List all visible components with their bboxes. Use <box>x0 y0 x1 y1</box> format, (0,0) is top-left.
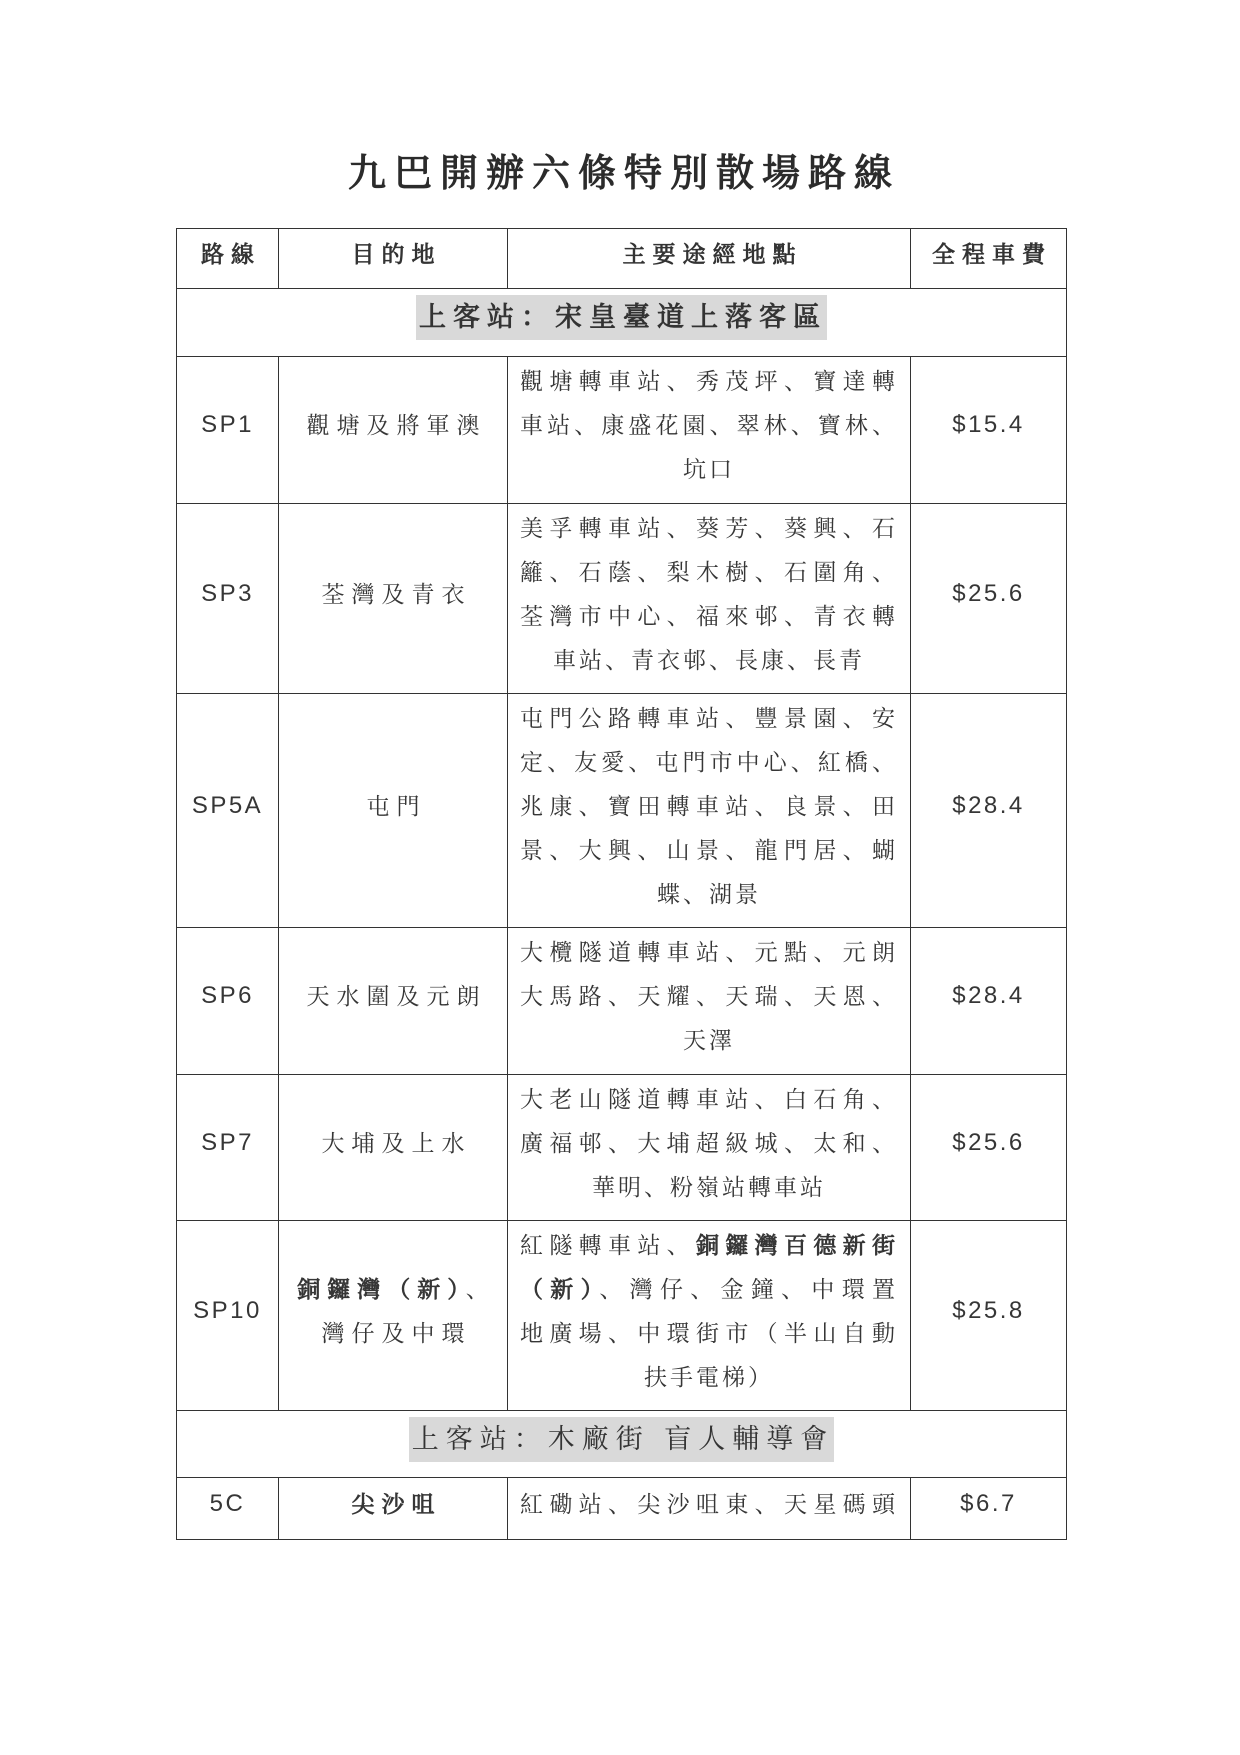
table-row <box>177 694 1067 928</box>
destination-cell <box>279 1221 508 1411</box>
route-number-cell <box>177 1075 279 1221</box>
table-row <box>177 1478 1067 1540</box>
route-number-cell <box>177 357 279 504</box>
destination-text: 觀塘及將軍澳 <box>306 412 487 438</box>
table-row <box>177 357 1067 504</box>
route-number: SP5A <box>191 791 264 819</box>
section-cell <box>177 289 1067 357</box>
fare-cell <box>911 1478 1067 1540</box>
destination-cell <box>279 1075 508 1221</box>
fare-cell <box>911 1075 1067 1221</box>
via-text: 、灣仔、金鐘、中環置 <box>599 1275 899 1302</box>
route-number-cell <box>177 1478 279 1540</box>
table-row <box>177 504 1067 694</box>
header-via: 主要途經地點 <box>508 229 911 289</box>
destination-text: 屯門 <box>366 792 427 819</box>
destination-cell <box>279 694 508 928</box>
via-line: 籬、石蔭、梨木樹、石圍角、 <box>520 558 898 585</box>
section-row <box>177 1411 1067 1478</box>
section-row <box>177 289 1067 357</box>
via-cell <box>508 1221 911 1411</box>
fare-value: $25.6 <box>952 579 1025 607</box>
table-row <box>177 928 1067 1075</box>
route-number-cell <box>177 504 279 694</box>
via-line: 蝶、湖景 <box>657 880 761 907</box>
via-line: 廣福邨、大埔超級城、太和、 <box>520 1129 898 1156</box>
via-text: 扶手電梯） <box>644 1363 774 1390</box>
routes-table <box>176 228 1067 1540</box>
via-line <box>520 1355 898 1399</box>
boarding-point-label: 上客站：宋皇臺道上落客區 <box>416 295 827 340</box>
route-number: SP1 <box>201 411 254 438</box>
destination-line <box>286 1311 507 1355</box>
fare-cell <box>911 504 1067 694</box>
fare-cell <box>911 357 1067 504</box>
via-text: 紅隧轉車站、 <box>520 1231 696 1258</box>
via-line: 華明、粉嶺站轉車站 <box>592 1173 826 1200</box>
via-line: 定、友愛、屯門市中心、紅橋、 <box>520 748 898 775</box>
via-line: 荃灣市中心、福來邨、青衣轉 <box>520 602 898 629</box>
via-line: 車站、康盛花園、翠林、寶林、 <box>520 412 898 438</box>
document-title: 九巴開辦六條特別散場路線 <box>347 153 900 195</box>
via-line: 坑口 <box>683 456 735 482</box>
route-number: SP7 <box>201 1128 254 1156</box>
via-line: 景、大興、山景、龍門居、蝴 <box>520 836 898 863</box>
via-line: 車站、青衣邨、長康、長青 <box>553 646 865 673</box>
fare-value: $6.7 <box>960 1489 1017 1517</box>
fare-cell <box>911 928 1067 1075</box>
header-destination: 目的地 <box>279 229 508 289</box>
via-line: 大欖隧道轉車站、元點、元朗 <box>520 939 898 965</box>
via-line: 大馬路、天耀、天瑞、天恩、 <box>520 983 898 1009</box>
via-line: 美孚轉車站、葵芳、葵興、石 <box>520 514 898 541</box>
via-line: 兆康、寶田轉車站、良景、田 <box>520 792 898 819</box>
destination-text-bold: 銅鑼灣（新） <box>297 1275 466 1302</box>
via-line <box>520 1267 898 1311</box>
via-line <box>520 1223 898 1267</box>
route-number-cell <box>177 694 279 928</box>
via-cell <box>508 1478 911 1540</box>
route-number: SP3 <box>201 579 254 607</box>
via-cell <box>508 694 911 928</box>
destination-text: 大埔及上水 <box>321 1129 472 1156</box>
via-text: 地廣場、中環街市（半山自動 <box>520 1319 898 1346</box>
route-number: SP10 <box>193 1296 262 1324</box>
destination-cell <box>279 504 508 694</box>
fare-cell <box>911 1221 1067 1411</box>
via-text-bold: （新） <box>520 1275 600 1302</box>
destination-text: 荃灣及青衣 <box>321 580 472 607</box>
via-line: 觀塘轉車站、秀茂坪、寶達轉 <box>520 368 898 394</box>
header-fare: 全程車費 <box>911 229 1067 289</box>
fare-value: $25.6 <box>952 1128 1025 1156</box>
destination-cell <box>279 357 508 504</box>
via-line: 紅磡站、尖沙咀東、天星碼頭 <box>520 1490 898 1517</box>
table-row <box>177 1221 1067 1411</box>
header-route: 路線 <box>177 229 279 289</box>
destination-text: 灣仔及中環 <box>321 1319 472 1346</box>
table-row <box>177 1075 1067 1221</box>
via-text-bold: 銅鑼灣百德新街 <box>696 1231 899 1258</box>
via-cell <box>508 928 911 1075</box>
fare-value: $28.4 <box>952 982 1025 1009</box>
destination-text: 天水圍及元朗 <box>306 983 487 1009</box>
route-number: 5C <box>209 1489 246 1517</box>
destination-line <box>286 1267 507 1311</box>
via-line: 屯門公路轉車站、豐景園、安 <box>520 704 898 731</box>
via-cell <box>508 504 911 694</box>
fare-value: $15.4 <box>952 411 1025 438</box>
destination-text: 、 <box>465 1275 496 1302</box>
route-number: SP6 <box>201 982 254 1009</box>
route-number-cell <box>177 1221 279 1411</box>
route-number-cell <box>177 928 279 1075</box>
fare-cell <box>911 694 1067 928</box>
via-line <box>520 1311 898 1355</box>
via-cell <box>508 1075 911 1221</box>
boarding-point-label: 上客站：木廠街 盲人輔導會 <box>409 1417 835 1462</box>
destination-cell <box>279 1478 508 1540</box>
via-line: 大老山隧道轉車站、白石角、 <box>520 1085 898 1112</box>
fare-value: $25.8 <box>952 1296 1025 1324</box>
fare-value: $28.4 <box>952 791 1025 819</box>
destination-cell <box>279 928 508 1075</box>
via-cell <box>508 357 911 504</box>
section-cell <box>177 1411 1067 1478</box>
destination-text-bold: 尖沙咀 <box>351 1490 442 1517</box>
via-line: 天澤 <box>683 1027 735 1053</box>
table-header-row <box>177 229 1067 289</box>
